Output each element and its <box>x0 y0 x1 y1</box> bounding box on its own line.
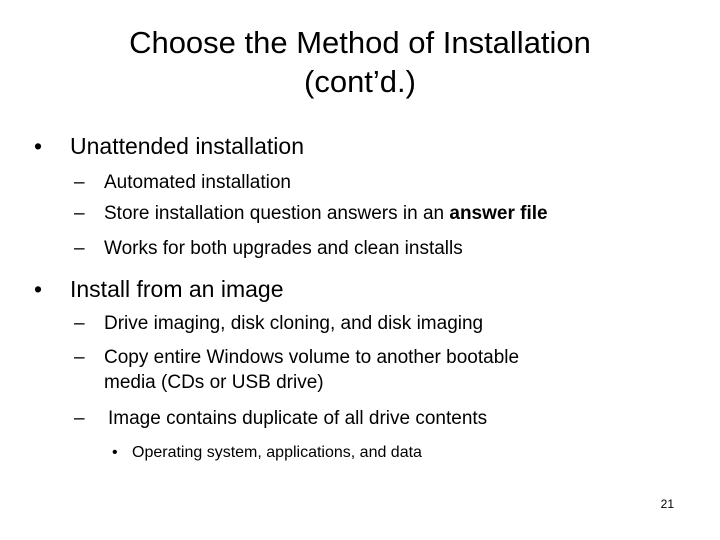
bullet-icon: • <box>112 444 118 461</box>
subbullet-text <box>104 203 548 225</box>
dash-icon: – <box>74 172 85 193</box>
dash-icon: – <box>74 408 85 429</box>
subbullet-text-line-1: Copy entire Windows volume to another bootable <box>104 347 520 368</box>
slide-title-line-1: Choose the Method of Installation <box>129 25 591 60</box>
subbullet-text: Image contains duplicate of all drive contents <box>108 408 488 429</box>
subbullet-text-line-2: media (CDs or USB drive) <box>104 372 324 393</box>
slide-title-line-2: (cont’d.) <box>304 63 416 99</box>
subbullet-text: Drive imaging, disk cloning, and disk imaging <box>104 313 484 334</box>
dash-icon: – <box>74 313 85 334</box>
subbullet-text-plain: Store installation question answers in an <box>104 203 450 224</box>
page-number: 21 <box>660 497 674 511</box>
subbullet-text: Automated installation <box>104 172 291 193</box>
bullet-text: Install from an image <box>70 276 284 302</box>
bullet-icon: • <box>34 133 43 159</box>
bullet-text: Unattended installation <box>70 133 304 159</box>
subbullet-text: Works for both upgrades and clean installs <box>104 238 463 259</box>
subsubbullet-text: Operating system, applications, and data <box>132 444 422 461</box>
bullet-icon: • <box>34 276 43 302</box>
dash-icon: – <box>74 347 85 368</box>
dash-icon: – <box>74 203 85 224</box>
subbullet-text-bold: answer file <box>449 203 548 224</box>
dash-icon: – <box>74 238 85 259</box>
slide-title <box>40 24 680 102</box>
